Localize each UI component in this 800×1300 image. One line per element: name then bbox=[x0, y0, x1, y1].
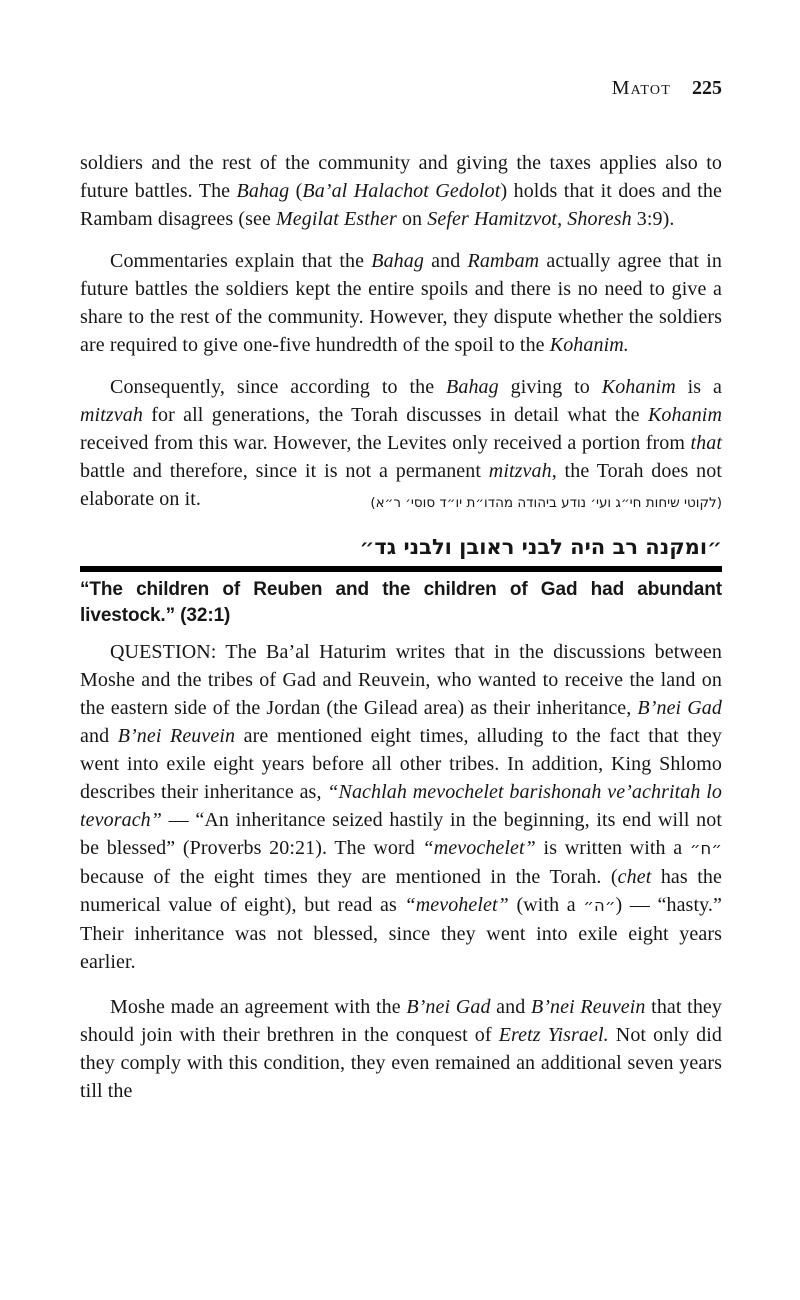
source-citation: (לקוטי שיחות חי״ג ועי׳ נודע ביהודה מהדו״ת יו״ד סוסי׳ ר״א) bbox=[370, 495, 722, 511]
running-header bbox=[80, 0, 722, 100]
verse-translation-heading: “The children of Reuben and the children of Gad had abundant livestock.” (32:1) bbox=[80, 579, 722, 626]
parsha-title: Matot bbox=[611, 77, 671, 99]
section-divider-bar bbox=[80, 566, 722, 572]
paragraph-answer-start: Moshe made an agreement with the B’nei Gad and B’nei Reuvein that they should join with their brethren in the conquest of Eretz Yisrael. Not only did they comply with this condition, they even remained an additional seven years till the bbox=[80, 996, 723, 1102]
page-number: 225 bbox=[692, 77, 722, 99]
hebrew-verse-heading: ״ומקנה רב היה לבני ראובן ולבני גד״ bbox=[359, 535, 722, 559]
paragraph-commentaries: Commentaries explain that the Bahag and Rambam actually agree that in future battles the soldiers kept the entire spoils and there is no need to give a share to the rest of the community. However, they dispute whether the soldiers are required to give one-five hundredth of the spoil to the Kohanim. bbox=[80, 250, 722, 356]
paragraph-question: QUESTION: The Ba’al Haturim writes that in the discussions between Moshe and the tribes of Gad and Reuvein, who wanted to receive the land on the eastern side of the Jordan (the Gilead area) as their inheritance, B’nei Gad and B’nei Reuvein are mentioned eight times, alluding to the fact that they went into exile eight years before all other tribes. In addition, King Shlomo describes their inheritance as, “Nachlah mevochelet barishonah ve’achritah lo tevorach” — “An inheritance seized hastily in the beginning, its end will not be blessed” (Proverbs 20:21). The word “mevochelet” is written with a ״ח״ because of the eight times they are mentioned in the Torah. (chet has the numerical value of eight), but read as “mevohelet” (with a ״ה״) — “hasty.” Their inheritance was not blessed, since they went into exile eight years earlier. bbox=[80, 641, 723, 973]
paragraph-continuation: soldiers and the rest of the community and giving the taxes applies also to future battles. The Bahag (Ba’al Halachot Gedolot) holds that it does and the Rambam disagrees (see Megilat Esther on Sefer Hamitzvot, Shoresh 3:9). bbox=[80, 152, 722, 230]
text-column bbox=[80, 0, 722, 1105]
paragraph-consequently: Consequently, since according to the Bahag giving to Kohanim is a mitzvah for all generations, the Torah discusses in detail what the Kohanim received from this war. However, the Levites only received a portion from that battle and therefore, since it is not a permanent mitzvah, the Torah does not elaborate on it. bbox=[80, 376, 722, 510]
